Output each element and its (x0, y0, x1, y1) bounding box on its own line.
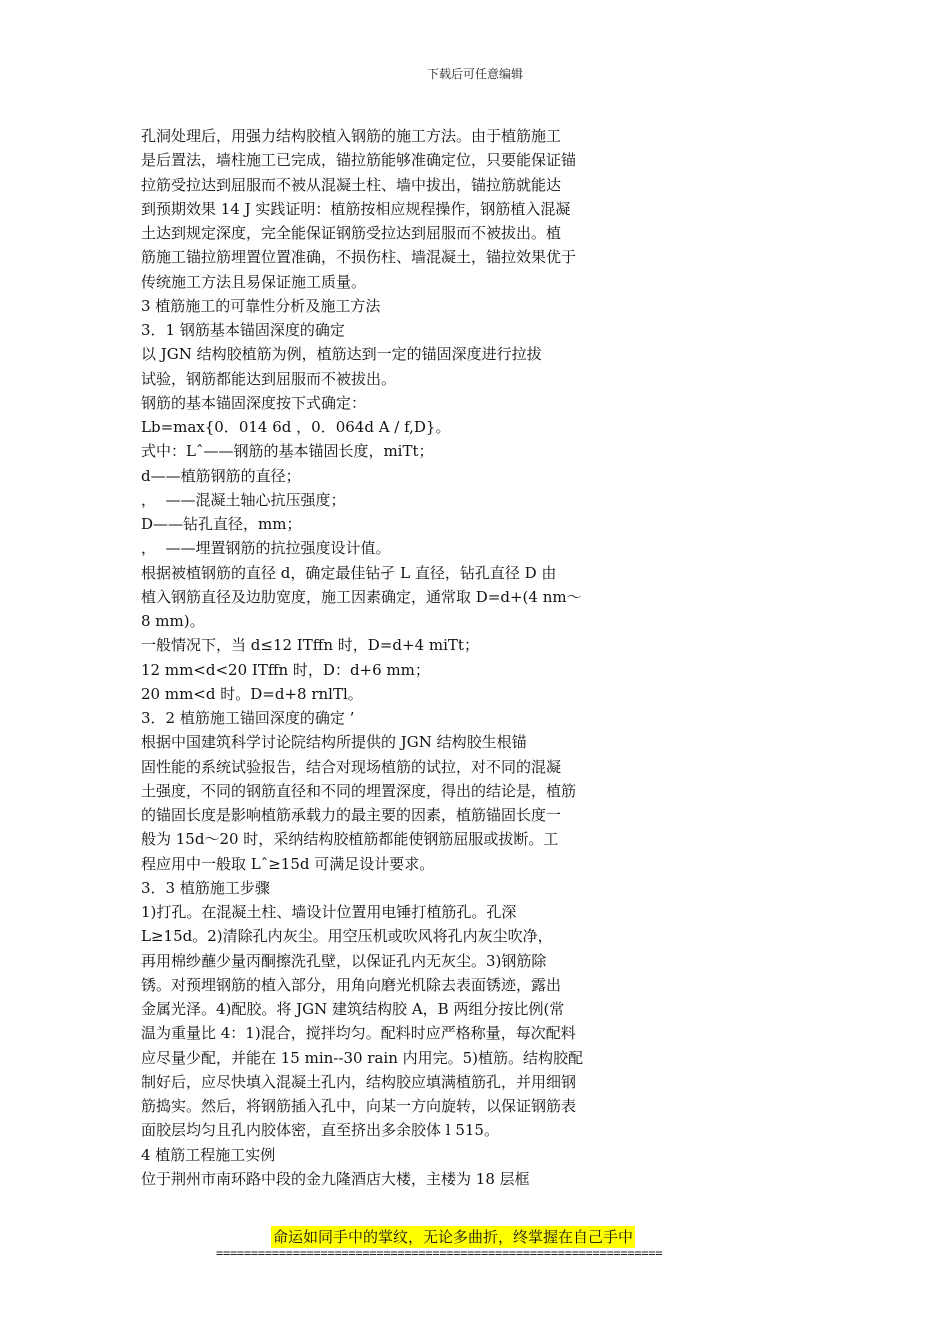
text-line: 一般情况下，当 d≤12 ITffn 时，D=d+4 miTt； (141, 636, 479, 655)
text-line: 以 JGN 结构胶植筋为例，植筋达到一定的锚固深度进行拉拔 (141, 345, 542, 364)
text-line: L≥15d。2)清除孔内灰尘。用空压机或吹风将孔内灰尘吹净， (141, 927, 553, 946)
text-line: ， ——埋置钢筋的抗拉强度设计值。 (141, 539, 391, 558)
text-line: 根据中国建筑科学讨论院结构所提供的 JGN 结构胶生根锚 (141, 733, 527, 752)
text-line: 式中：Lˆ——钢筋的基本锚固长度，miTt； (141, 442, 434, 461)
text-line: 1)打孔。在混凝土柱、墙设计位置用电锤打植筋孔。孔深 (141, 903, 517, 921)
text-line: 应尽量少配，并能在 15 min--30 rain 内用完。5)植筋。结构胶配 (141, 1048, 584, 1067)
text-line: 再用棉纱蘸少量丙酮擦洗孔壁，以保证孔内无灰尘。3)钢筋除 (141, 951, 547, 970)
text-line: 根据被植钢筋的直径 d，确定最佳钻孑 L 直径，钻孔直径 D 由 (141, 563, 557, 582)
text-line: 金属光泽。4)配胶。将 JGN 建筑结构胶 A，B 两组分按比例(常 (141, 1000, 565, 1018)
text-line: 筋捣实。然后，将钢筋插入孔中，向某一方向旋转，以保证钢筋表 (141, 1097, 577, 1115)
text-line: 植入钢筋直径及边肋宽度，施工因素确定，通常取 D=d+(4 nm～ (141, 587, 582, 606)
footer-motto: 命运如同手中的掌纹，无论多曲折，终掌握在自己手中 (273, 1228, 634, 1246)
text-line: 制好后，应尽快填入混凝土孔内，结构胶应填满植筋孔，并用细钢 (141, 1072, 577, 1091)
document-body (141, 124, 641, 1191)
footer-divider: ================================================================ (216, 1246, 663, 1260)
page-header-note: 下载后可任意编辑 (426, 67, 523, 81)
text-line: 4 植筋工程施工实例 (141, 1145, 276, 1164)
text-line: 8 mm)。 (141, 612, 205, 630)
text-line: 位于荆州市南环路中段的金九隆酒店大楼，主楼为 18 层框 (141, 1169, 530, 1188)
text-line: 拉筋受拉达到屈服而不被从混凝土柱、墙中拔出，锚拉筋就能达 (141, 175, 562, 194)
text-line: 土达到规定深度，完全能保证钢筋受拉达到屈服而不被拔出。植 (141, 224, 562, 242)
text-line: 孔洞处理后，用强力结构胶植入钢筋的施工方法。由于植筋施工 (141, 127, 562, 145)
text-line: 锈。对预埋钢筋的植入部分，用角向磨光机除去表面锈迹，露出 (141, 975, 562, 994)
text-line: 3．1 钢筋基本锚固深度的确定 (141, 321, 345, 339)
text-line: 3．2 植筋施工锚回深度的确定 ’ (141, 709, 355, 727)
text-line: D——钻孔直径，mm； (141, 515, 302, 533)
text-line: 3．3 植筋施工步骤 (141, 878, 270, 897)
text-line: 面胶层均匀且孔内胶体密，直至挤出多余胶体 l 515。 (141, 1121, 499, 1140)
text-line: 试验，钢筋都能达到屈服而不被拔出。 (141, 369, 397, 388)
text-line: 20 mm<d 时。D=d+8 rnlTl。 (141, 684, 363, 703)
text-line: 是后置法，墙柱施工已完成，锚拉筋能够准确定位，只要能保证锚 (141, 151, 577, 170)
text-line: 土强度，不同的钢筋直径和不同的埋置深度，得出的结论是，植筋 (141, 781, 577, 800)
text-line: 3 植筋施工的可靠性分析及施工方法 (141, 296, 381, 315)
text-line: 的锚固长度是影响植筋承载力的最主要的因素，植筋锚固长度一 (141, 806, 562, 824)
text-line: 温为重量比 4：1)混合，搅拌均匀。配料时应严格称量，每次配料 (141, 1024, 576, 1043)
text-line: 般为 15d～20 时，采纳结构胶植筋都能使钢筋屈服或拔断。工 (141, 830, 559, 849)
text-line: 筋施工锚拉筋埋置位置准确，不损伤柱、墙混凝土，锚拉效果优于 (141, 248, 577, 267)
text-line: d——植筋钢筋的直径； (141, 466, 301, 485)
text-line: ， ——混凝土轴心抗压强度； (141, 490, 346, 509)
text-line: 固性能的系统试验报告，结合对现场植筋的试拉，对不同的混凝 (141, 757, 562, 776)
text-line: Lb=max{0．014 6d ，0．064d A / f,D}。 (141, 418, 451, 436)
text-line: 传统施工方法且易保证施工质量。 (141, 272, 367, 291)
text-line: 12 mm<d<20 ITffn 时，D：d+6 mm； (141, 660, 430, 679)
text-line: 程应用中一般取 Lˆ≥15d 可满足设计要求。 (141, 854, 435, 873)
text-line: 钢筋的基本锚固深度按下式确定： (141, 393, 367, 412)
text-line: 到预期效果 14 J 实践证明：植筋按相应规程操作，钢筋植入混凝 (141, 199, 571, 218)
